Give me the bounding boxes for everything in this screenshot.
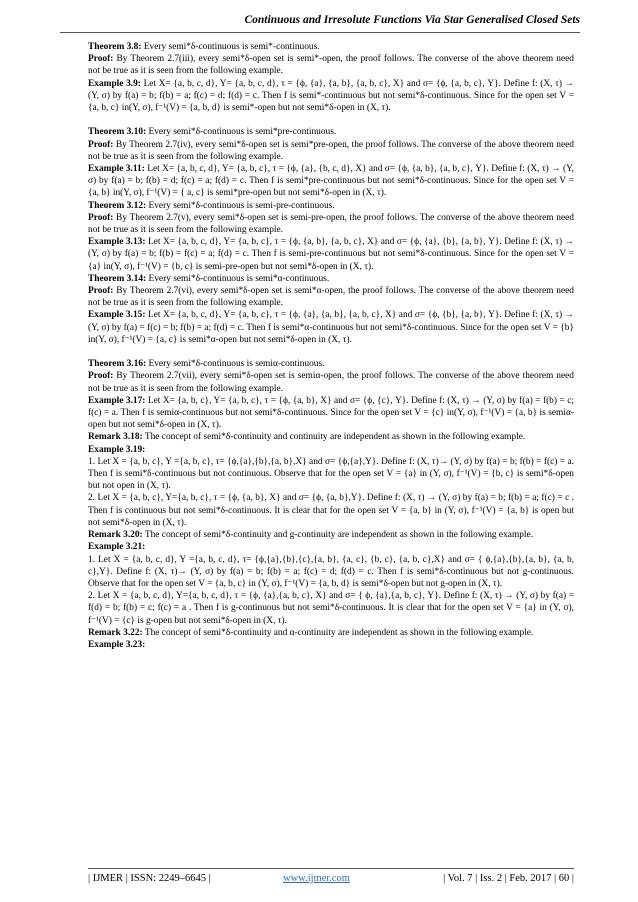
paragraph-label: Example 3.17: (88, 395, 146, 406)
paragraph-spacer (88, 346, 574, 358)
page-content (88, 41, 574, 651)
volume-page-info: | Vol. 7 | Iss. 2 | Feb. 2017 | 60 | (443, 873, 574, 884)
paragraph-text: The concept of semi*δ-continuity and continuity are independent as shown in the following example. (142, 432, 526, 443)
paragraph (88, 126, 574, 138)
paragraph-text: Let X= {a, b, c, d}, Y= {a, b, c}, τ = {ϕ, {a}, {a, b}, {a, b, c}, X} and σ= {ϕ, {b}, {a, b}, Y}. Define f: (X, τ) → (Y, σ) by f(a) = f(c) = b; f(b) = a; f(d) = c. Then f is semi*α-continuous but not semi*δ-continuous. Since for the open set V = {b} in(Y, σ), f⁻¹(V) = {a, c} is semi*α-open but not semi*δ-open in (X, τ). (88, 310, 575, 345)
paragraph-label: Remark 3.18: (88, 432, 143, 443)
paragraph-text: 1. Let X = {a, b, c, d}, Y ={a, b, c, d}, τ= {ϕ,{a},{b},{c},{a, b}, {a, c}, {b, c}, {a, b, c},X} and σ= { ϕ,{a},{b},{a, b}, {a, b, c},Y}. Define f: (X, τ)→ (Y, σ) by f(a) = b; f(b) = a; f(c) = d; f(d) = c. Then f is semi*δ-continuous but not g-continuous. Observe that for the open set V = {a, b, c} in (Y, σ), f⁻¹(V) = {a, b, d} is semi*δ-open but not g-open in (X, τ). (88, 554, 574, 589)
paragraph-text: Let X= {a, b, c, d}, Y= {a, b, c}, τ = {ϕ, {a}, {b, c, d}, X} and σ= {ϕ, {a, b}, {a, b, c}, Y}. Define f: (X, τ) → (Y, σ) by f(a) = b; f(b) = d; f(c) = a; f(d) = c. Then f is semi*pre-continuous but not semi*δ-continuous. Since for the open set V = {a, b} in(Y, σ), f⁻¹(V) = { a, c} is semi*pre-open but not semi*δ-open in (X, τ). (88, 164, 574, 199)
paragraph-text: Every semi*δ-continuous is semiα-continuous. (146, 359, 325, 370)
paragraph (88, 212, 574, 236)
paragraph-label: Remark 3.22: (88, 627, 143, 638)
paragraph-label: Example 3.15: (88, 310, 146, 321)
paragraph-text: Every semi*δ-continuous is semi*α-continuous. (146, 273, 330, 284)
paragraph (88, 139, 574, 163)
paragraph (88, 627, 574, 639)
paragraph-text: The concept of semi*δ-continuity and α-continuity are independent as shown in the following example. (142, 627, 534, 638)
paragraph-label: Remark 3.20: (88, 530, 143, 541)
paragraph (88, 285, 574, 309)
paragraph-label: Proof: (88, 286, 114, 297)
paragraph (88, 431, 574, 443)
paragraph-label: Example 3.11: (88, 164, 145, 175)
paragraph-label: Example 3.21: (88, 542, 146, 553)
page-footer (88, 868, 574, 891)
paragraph-label: Theorem 3.16: (88, 359, 147, 370)
paragraph (88, 554, 574, 591)
paragraph-text: Every semi*δ-continuous is semi*pre-continuous. (146, 127, 337, 138)
paragraph (88, 444, 574, 456)
paragraph-text: By Theorem 2.7(vi), every semi*δ-open set is semi*α-open, the proof follows. The converse of the above theorem need not be true as it is seen from the following example. (88, 286, 574, 309)
paragraph (88, 358, 574, 370)
paragraph-text: 2. Let X = {a, b, c}, Y={a, b, c}, τ = {ϕ, {a, b}, X} and σ= {ϕ, {a, b},Y}. Define f: (X, τ) → (Y, σ) by f(a) = b; f(b) = a; f(c) = c . Then f is continuous but not semi*δ-continuous. It is clear that for the open set V = {a, b} in (Y, σ), f⁻¹(V) = {a, b} is open but not semi*δ-open in (X, τ). (88, 493, 574, 528)
paragraph-text: The concept of semi*δ-continuity and g-continuity are independent as shown in the following example. (142, 530, 534, 541)
paragraph (88, 370, 574, 394)
paragraph-label: Theorem 3.12: (88, 200, 147, 211)
paragraph-label: Proof: (88, 212, 114, 223)
paragraph-label: Proof: (88, 371, 114, 382)
paragraph (88, 456, 574, 493)
paragraph-label: Proof: (88, 139, 114, 150)
paragraph-label: Theorem 3.8: (88, 42, 142, 52)
paragraph (88, 273, 574, 285)
paragraph-text: By Theorem 2.7(iii), every semi*δ-open set is semi*-open, the proof follows. The converse of the above theorem need not be true as it is seen from the following example. (88, 54, 574, 77)
paragraph-text: By Theorem 2.7(iv), every semi*δ-open set is semi*pre-open, the proof follows. The converse of the above theorem need not be true as it is seen from the following example. (88, 139, 574, 162)
page-header (60, 8, 580, 33)
paragraph-label: Example 3.19: (88, 444, 146, 455)
paragraph-text: By Theorem 2.7(v), every semi*δ-open set is semi-pre-open, the proof follows. The converse of the above theorem need not be true as it is seen from the following example. (88, 212, 574, 236)
journal-website-link[interactable]: www.ijmer.com (283, 873, 350, 884)
running-title: Continuous and Irresolute Functions Via Star Generalised Closed Sets (244, 14, 580, 26)
paragraph-spacer (88, 114, 574, 126)
paragraph (88, 639, 574, 651)
paragraph-label: Proof: (88, 54, 114, 65)
paragraph (88, 236, 574, 273)
paragraph (88, 163, 574, 200)
paragraph-text: Let X= {a, b, c, d}, Y= {a, b, c, d}, τ = {ϕ, {a}, {a, b}, {a, b, c}, X} and σ= {ϕ, {a, b, c}, Y}. Define f: (X, τ) → (Y, σ) by f(a) = b; f(b) = a; f(c) = d; f(d) = c. Then f is semi*-continuous but not semi*δ-continuous. Since for the open set V = {a, b, c} in(Y, σ), f⁻¹(V) = {a, b, d} is semi*-open but not semi*δ-open in (X, τ). (88, 78, 574, 114)
paragraph (88, 541, 574, 553)
paragraph (88, 309, 574, 346)
paragraph-label: Example 3.9: (88, 78, 141, 89)
paragraph (88, 492, 574, 529)
paragraph (88, 78, 574, 115)
paragraph (88, 200, 574, 212)
paragraph (88, 41, 574, 53)
paragraph-label: Theorem 3.10: (88, 127, 147, 138)
paragraph-text: Every semi*δ-continuous is semi-pre-continuous. (146, 200, 335, 211)
paragraph (88, 590, 574, 627)
paragraph-label: Example 3.13: (88, 237, 146, 248)
paragraph (88, 53, 574, 77)
paragraph-text: Let X= {a, b, c}, Y= {a, b, c}, τ = {ϕ, {a, b}, X} and σ= {ϕ, {c}, Y}. Define f: (X, τ) → (Y, σ) by f(a) = f(b) = c; f(c) = a. Then f is semiα-continuous but not semi*δ-continuous. Since for the open set V = {c} in(Y, σ), f⁻¹(V) = {a, b} is semiα-open but not semi*δ-open in (X, τ). (88, 395, 574, 431)
paragraph-text: 1. Let X = {a, b, c}, Y ={a, b, c}, τ= {ϕ,{a},{b},{a, b},X} and σ= {ϕ,{a},Y}. Define f: (X, τ)→ (Y, σ) by f(a) = b; f(b) = f(c) = a. Then f is semi*δ-continuous but not continuous. Observe that for the open set V = {a} in (Y, σ), f⁻¹(V) = {b, c} is semi*δ-open but not open in (X, τ). (88, 456, 574, 492)
paragraph-text: Every semi*δ-continuous is semi*-continuous. (141, 42, 320, 52)
paragraph-text: By Theorem 2.7(vii), every semi*δ-open set is semiα-open, the proof follows. The converse of the above theorem need not be true as it is seen from the following example. (88, 371, 574, 394)
paragraph-text: Let X= {a, b, c, d}, Y= {a, b, c}, τ = {ϕ, {a, b}, {a, b, c}, X} and σ= {ϕ, {a}, {b}, {a, b}, Y}. Define f: (X, τ) → (Y, σ) by f(a) = b; f(b) = f(c) = a; f(d) = c. Then f is semi-pre-continuous but not semi*δ-continuous. Since for the open set V = {a} in(Y, σ), f⁻¹(V) = {b, c} is semi-pre-open but not semi*δ-open in (X, τ). (88, 237, 575, 272)
journal-info: | IJMER | ISSN: 2249–6645 | (88, 873, 211, 884)
paragraph (88, 529, 574, 541)
paragraph-label: Example 3.23: (88, 639, 146, 650)
paragraph-label: Theorem 3.14: (88, 273, 147, 284)
paragraph-text: 2. Let X = {a, b, c, d}, Y={a, b, c, d}, τ = {ϕ, {a},{a, b, c}, X} and σ= { ϕ, {a},{a, b, c}, Y}. Define f: (X, τ) → (Y, σ) by f(a) = f(d) = b; f(b) = c; f(c) = a . Then f is g-continuous but not semi*δ-continuous. It is clear that for the open set V = {a} in (Y, σ), f⁻¹(V) = {c} is g-open but not semi*δ-open in (X, τ). (88, 591, 574, 626)
paragraph (88, 395, 574, 432)
